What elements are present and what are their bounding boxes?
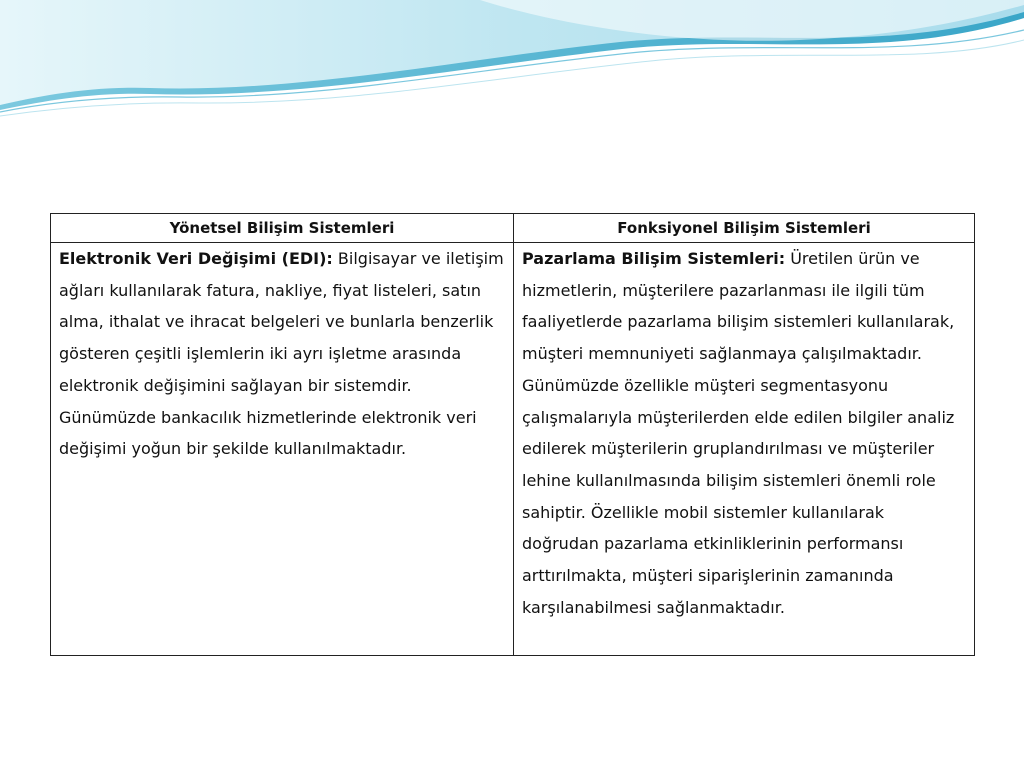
text-pazarlama: Üretilen ürün ve hizmetlerin, müşterilere pazarlanması ile ilgili tüm faaliyetlerde pazarlama bilişim sistemleri kullanılarak, müşteri memnuniyeti sağlanmaya çalışılmaktadır. Günümüzde özellikle müşteri segmentasyonu çalışmalarıyla müşterilerden elde edilen bilgiler analiz edilerek müşterilerin gruplandırılması ve müşteriler lehine kullanılmasında bilişim sistemleri önemli role sahiptir. Özellikle mobil sistemler kullanılarak doğrudan pazarlama etkinliklerinin performansı arttırılmakta, müşteri siparişlerinin zamanında karşılanabilmesi sağlanmaktadır.: [522, 249, 955, 617]
cell-edi: [51, 243, 514, 656]
cell-pazarlama: [514, 243, 975, 656]
term-edi: Elektronik Veri Değişimi (EDI):: [59, 249, 333, 268]
header-yonetsel: Yönetsel Bilişim Sistemleri: [51, 214, 514, 243]
decorative-wave-header: [0, 0, 1024, 120]
table-header-row: [51, 214, 975, 243]
term-pazarlama: Pazarlama Bilişim Sistemleri:: [522, 249, 786, 268]
text-edi: Bilgisayar ve iletişim ağları kullanılarak fatura, nakliye, fiyat listeleri, satın alma, ithalat ve ihracat belgeleri ve bunlarla benzerlik gösteren çeşitli işlemlerin iki ayrı işletme arasında elektronik değişimini sağlayan bir sistemdir. Günümüzde bankacılık hizmetlerinde elektronik veri değişimi yoğun bir şekilde kullanılmaktadır.: [59, 249, 504, 459]
table-row: [51, 243, 975, 656]
comparison-table: [50, 213, 975, 656]
header-fonksiyonel: Fonksiyonel Bilişim Sistemleri: [514, 214, 975, 243]
